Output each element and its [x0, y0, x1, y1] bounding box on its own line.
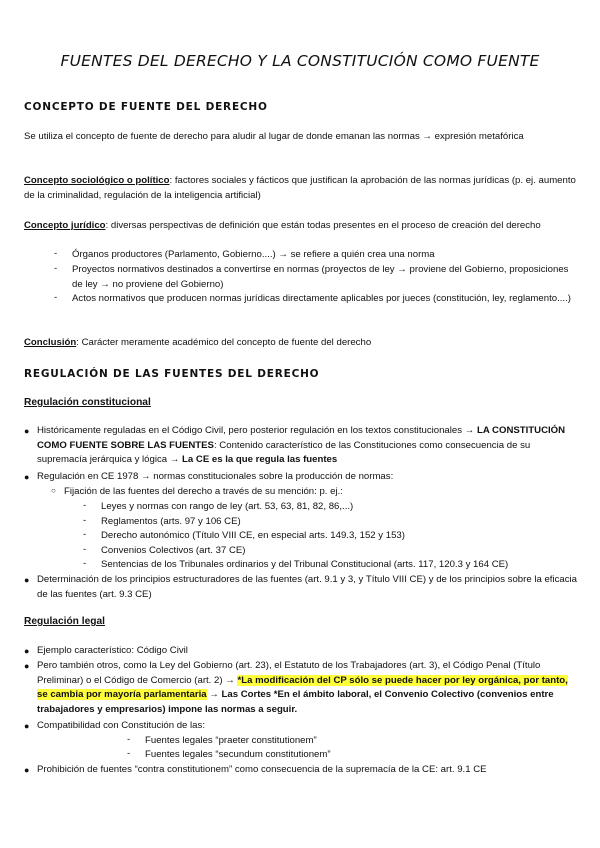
list-item: Prohibición de fuentes “contra constitutionem” como consecuencia de la supremacía de la CE: art. 9.1 CE: [37, 764, 487, 775]
concepto-juridico-term: Concepto jurídico: [24, 220, 106, 231]
subheading-regulacion-legal: Regulación legal: [24, 616, 105, 627]
bullet-dot: ●: [24, 646, 30, 656]
list-item: Reglamentos (arts. 97 y 106 CE): [101, 516, 241, 527]
intro-paragraph: Se utiliza el concepto de fuente de derecho para aludir al lugar de donde emanan las normas → expresión metafórica: [24, 131, 524, 142]
list-item: Actos normativos que producen normas jurídicas directamente aplicables por jueces (constitución, ley, reglamento....): [72, 293, 571, 304]
highlighted-text: *La modificación del CP sólo se puede hacer por ley orgánica, por tanto, se cambia por mayoría parlamentaria: [37, 674, 568, 701]
list-item: Ejemplo característico: Código Civil: [37, 645, 188, 656]
bold-text: LA CONSTITUCIÓN COMO FUENTE SOBRE LAS FUENTES: [37, 425, 566, 451]
bullet-dot: ●: [24, 765, 30, 775]
list-item: Compatibilidad con Constitución de las:: [37, 720, 205, 731]
bullet-dot: ●: [24, 472, 30, 482]
list-item: Sentencias de los Tribunales ordinarios y del Tribunal Constitucional (arts. 117, 120.3 y 164 CE): [101, 559, 509, 570]
dash-bullet: -: [54, 292, 58, 303]
bullet-dot: ●: [24, 575, 30, 585]
dash-bullet: -: [83, 529, 87, 540]
subheading-regulacion-constitucional: Regulación constitucional: [24, 397, 151, 408]
list-item: Regulación en CE 1978 → normas constitucionales sobre la producción de normas:: [37, 471, 394, 482]
bullet-dot: ●: [24, 426, 30, 436]
bold-text: → Las Cortes *En el ámbito laboral, el Convenio Colectivo (convenios entre trabajadores y empresarios) impone las normas a seguir.: [37, 689, 554, 715]
bold-text: La CE es la que regula las fuentes: [182, 454, 338, 466]
bullet-dot: ●: [24, 661, 30, 671]
bullet-dot: ●: [24, 721, 30, 731]
section-heading-concepto: CONCEPTO DE FUENTE DEL DERECHO: [24, 101, 268, 113]
dash-bullet: -: [127, 748, 131, 759]
list-item: Determinación de los principios estructuradores de las fuentes (art. 9.1 y 3, y Título VIII CE) y de los principios sobre la eficacia de las fuentes (art. 9.3 CE): [37, 574, 577, 600]
conclusion-text: : Carácter meramente académico del concepto de fuente del derecho: [76, 337, 372, 348]
list-item: Convenios Colectivos (art. 37 CE): [101, 545, 246, 556]
list-item: Proyectos normativos destinados a convertirse en normas (proyectos de ley → proviene del Gobierno, proposiciones de ley → no proviene del Gobierno): [72, 264, 569, 290]
list-item: Fuentes legales “secundum constitutionem”: [145, 749, 331, 760]
list-item-text: : Contenido característico de las Constituciones como consecuencia de su supremacía jerárquica y lógica →: [37, 439, 531, 466]
list-item: Órganos productores (Parlamento, Gobierno....) → se refiere a quién crea una norma: [72, 249, 435, 260]
concepto-juridico-paragraph: [24, 219, 580, 234]
dash-bullet: -: [83, 500, 87, 511]
list-item: [37, 659, 577, 717]
dash-bullet: -: [83, 544, 87, 555]
list-item-text: Pero también otros, como la Ley del Gobierno (art. 23), el Estatuto de los Trabajadores (art. 3), el Código Penal (Título Preliminar) o el Código de Comercio (art. 2) →: [37, 660, 541, 686]
section-heading-regulacion: REGULACIÓN DE LAS FUENTES DEL DERECHO: [24, 368, 320, 380]
list-item: [37, 424, 577, 468]
concepto-sociologico-paragraph: [24, 174, 580, 203]
list-item: Leyes y normas con rango de ley (art. 53, 63, 81, 82, 86,...): [101, 501, 354, 512]
list-item-text: Históricamente reguladas en el Código Civil, pero posterior regulación en los textos constitucionales →: [37, 425, 477, 436]
concepto-sociologico-text: : factores sociales y fácticos que justifican la aprobación de las normas jurídicas (p. ej. aumento de la criminalidad, regulación de la inteligencia artificial): [24, 175, 576, 201]
list-item: Derecho autonómico (Título VIII CE, en especial arts. 149.3, 152 y 153): [101, 530, 405, 541]
concepto-sociologico-term: Concepto sociológico o político: [24, 175, 170, 186]
document-title: FUENTES DEL DERECHO Y LA CONSTITUCIÓN COMO FUENTE: [60, 52, 540, 70]
dash-bullet: -: [54, 263, 58, 274]
dash-bullet: -: [127, 734, 131, 745]
sub-bullet-circle: ○: [51, 486, 56, 495]
dash-bullet: -: [83, 558, 87, 569]
dash-bullet: -: [54, 248, 58, 259]
conclusion-term: Conclusión: [24, 337, 77, 348]
concepto-juridico-text: : diversas perspectivas de definición que están todas presentes en el proceso de creación del derecho: [105, 220, 541, 231]
list-item: Fijación de las fuentes del derecho a través de su mención: p. ej.:: [64, 486, 343, 497]
dash-bullet: -: [83, 515, 87, 526]
conclusion-paragraph: [24, 336, 580, 351]
list-item: Fuentes legales “praeter constitutionem”: [145, 735, 317, 746]
